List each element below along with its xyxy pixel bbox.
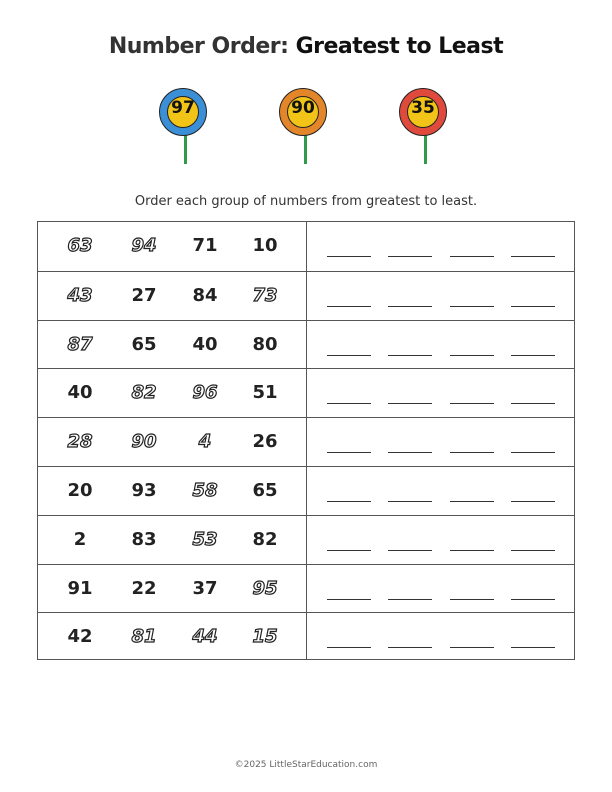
table-row [38,515,574,564]
answer-blank[interactable] [511,599,555,600]
number-to-order: 28 [67,431,93,453]
number-to-order: 87 [67,333,93,355]
number-to-order: 2 [73,528,87,550]
answer-blank[interactable] [388,599,432,600]
answer-blank[interactable] [450,256,494,257]
number-to-order: 4 [198,431,212,453]
answer-blank[interactable] [327,306,371,307]
number-order-table [37,221,575,660]
answer-blank[interactable] [511,355,555,356]
answer-blank[interactable] [388,452,432,453]
number-to-order: 63 [67,235,93,256]
answer-blank[interactable] [327,599,371,600]
number-to-order: 42 [67,626,93,648]
number-to-order: 83 [131,528,157,550]
answer-blank[interactable] [327,501,371,502]
number-to-order: 73 [252,284,278,306]
answer-blank[interactable] [450,403,494,404]
number-to-order: 91 [67,577,93,599]
answer-blank[interactable] [388,647,432,648]
table-row [38,320,574,369]
answer-blank[interactable] [450,452,494,453]
number-to-order: 44 [192,626,218,648]
answer-blank[interactable] [388,355,432,356]
number-to-order: 27 [131,284,157,306]
answer-blank[interactable] [450,550,494,551]
number-to-order: 93 [131,480,157,501]
answer-blank[interactable] [388,550,432,551]
table-row [38,271,574,320]
number-to-order: 82 [131,382,157,404]
table-row [38,222,574,271]
answer-blank[interactable] [327,452,371,453]
number-to-order: 20 [67,480,93,501]
answer-blank[interactable] [511,550,555,551]
answer-blank[interactable] [450,599,494,600]
answer-blank[interactable] [511,403,555,404]
answer-blank[interactable] [327,355,371,356]
number-to-order: 82 [252,528,278,550]
number-to-order: 53 [192,528,218,550]
number-to-order: 90 [131,431,157,453]
number-to-order: 94 [131,235,157,256]
number-to-order: 40 [192,333,218,355]
lollipop-number: 97 [171,98,195,118]
page-title [0,34,612,59]
answer-blank[interactable] [388,501,432,502]
answer-blank[interactable] [327,256,371,257]
answer-blank[interactable] [450,355,494,356]
title-prefix: Number Order: [108,34,296,59]
number-to-order: 65 [131,333,157,355]
answer-blank[interactable] [327,403,371,404]
answer-blank[interactable] [327,647,371,648]
lollipop-number: 35 [411,98,435,118]
lollipop-number: 90 [291,98,315,118]
table-row [38,564,574,613]
number-to-order: 37 [192,577,218,599]
number-to-order: 40 [67,382,93,404]
answer-blank[interactable] [388,306,432,307]
answer-blank[interactable] [327,550,371,551]
number-to-order: 65 [252,480,278,501]
lollipop-stick [184,134,187,164]
number-to-order: 80 [252,333,278,355]
answer-blank[interactable] [511,256,555,257]
table-row [38,368,574,417]
number-to-order: 10 [252,235,278,256]
lollipop-stick [304,134,307,164]
answer-blank[interactable] [450,306,494,307]
number-to-order: 43 [67,284,93,306]
answer-blank[interactable] [511,501,555,502]
answer-blank[interactable] [450,501,494,502]
lollipop-1 [157,88,213,166]
answer-blank[interactable] [511,647,555,648]
number-to-order: 81 [131,626,157,648]
number-to-order: 26 [252,431,278,453]
lollipop-stick [424,134,427,164]
instructions: Order each group of numbers from greatest to least. [134,194,478,209]
table-row [38,612,574,661]
number-to-order: 95 [252,577,278,599]
number-to-order: 15 [252,626,278,648]
answer-blank[interactable] [450,647,494,648]
title-main: Greatest to Least [295,34,504,59]
lollipop-3 [397,88,453,166]
answer-blank[interactable] [388,256,432,257]
table-row [38,466,574,515]
lollipop-2 [277,88,333,166]
number-to-order: 71 [192,235,218,256]
answer-blank[interactable] [511,306,555,307]
number-to-order: 51 [252,382,278,404]
answer-blank[interactable] [388,403,432,404]
number-to-order: 58 [192,480,218,501]
number-to-order: 22 [131,577,157,599]
number-to-order: 96 [192,382,218,404]
number-to-order: 84 [192,284,218,306]
answer-blank[interactable] [511,452,555,453]
table-row [38,417,574,466]
copyright-footer: ©2025 LittleStarEducation.com [234,760,378,770]
